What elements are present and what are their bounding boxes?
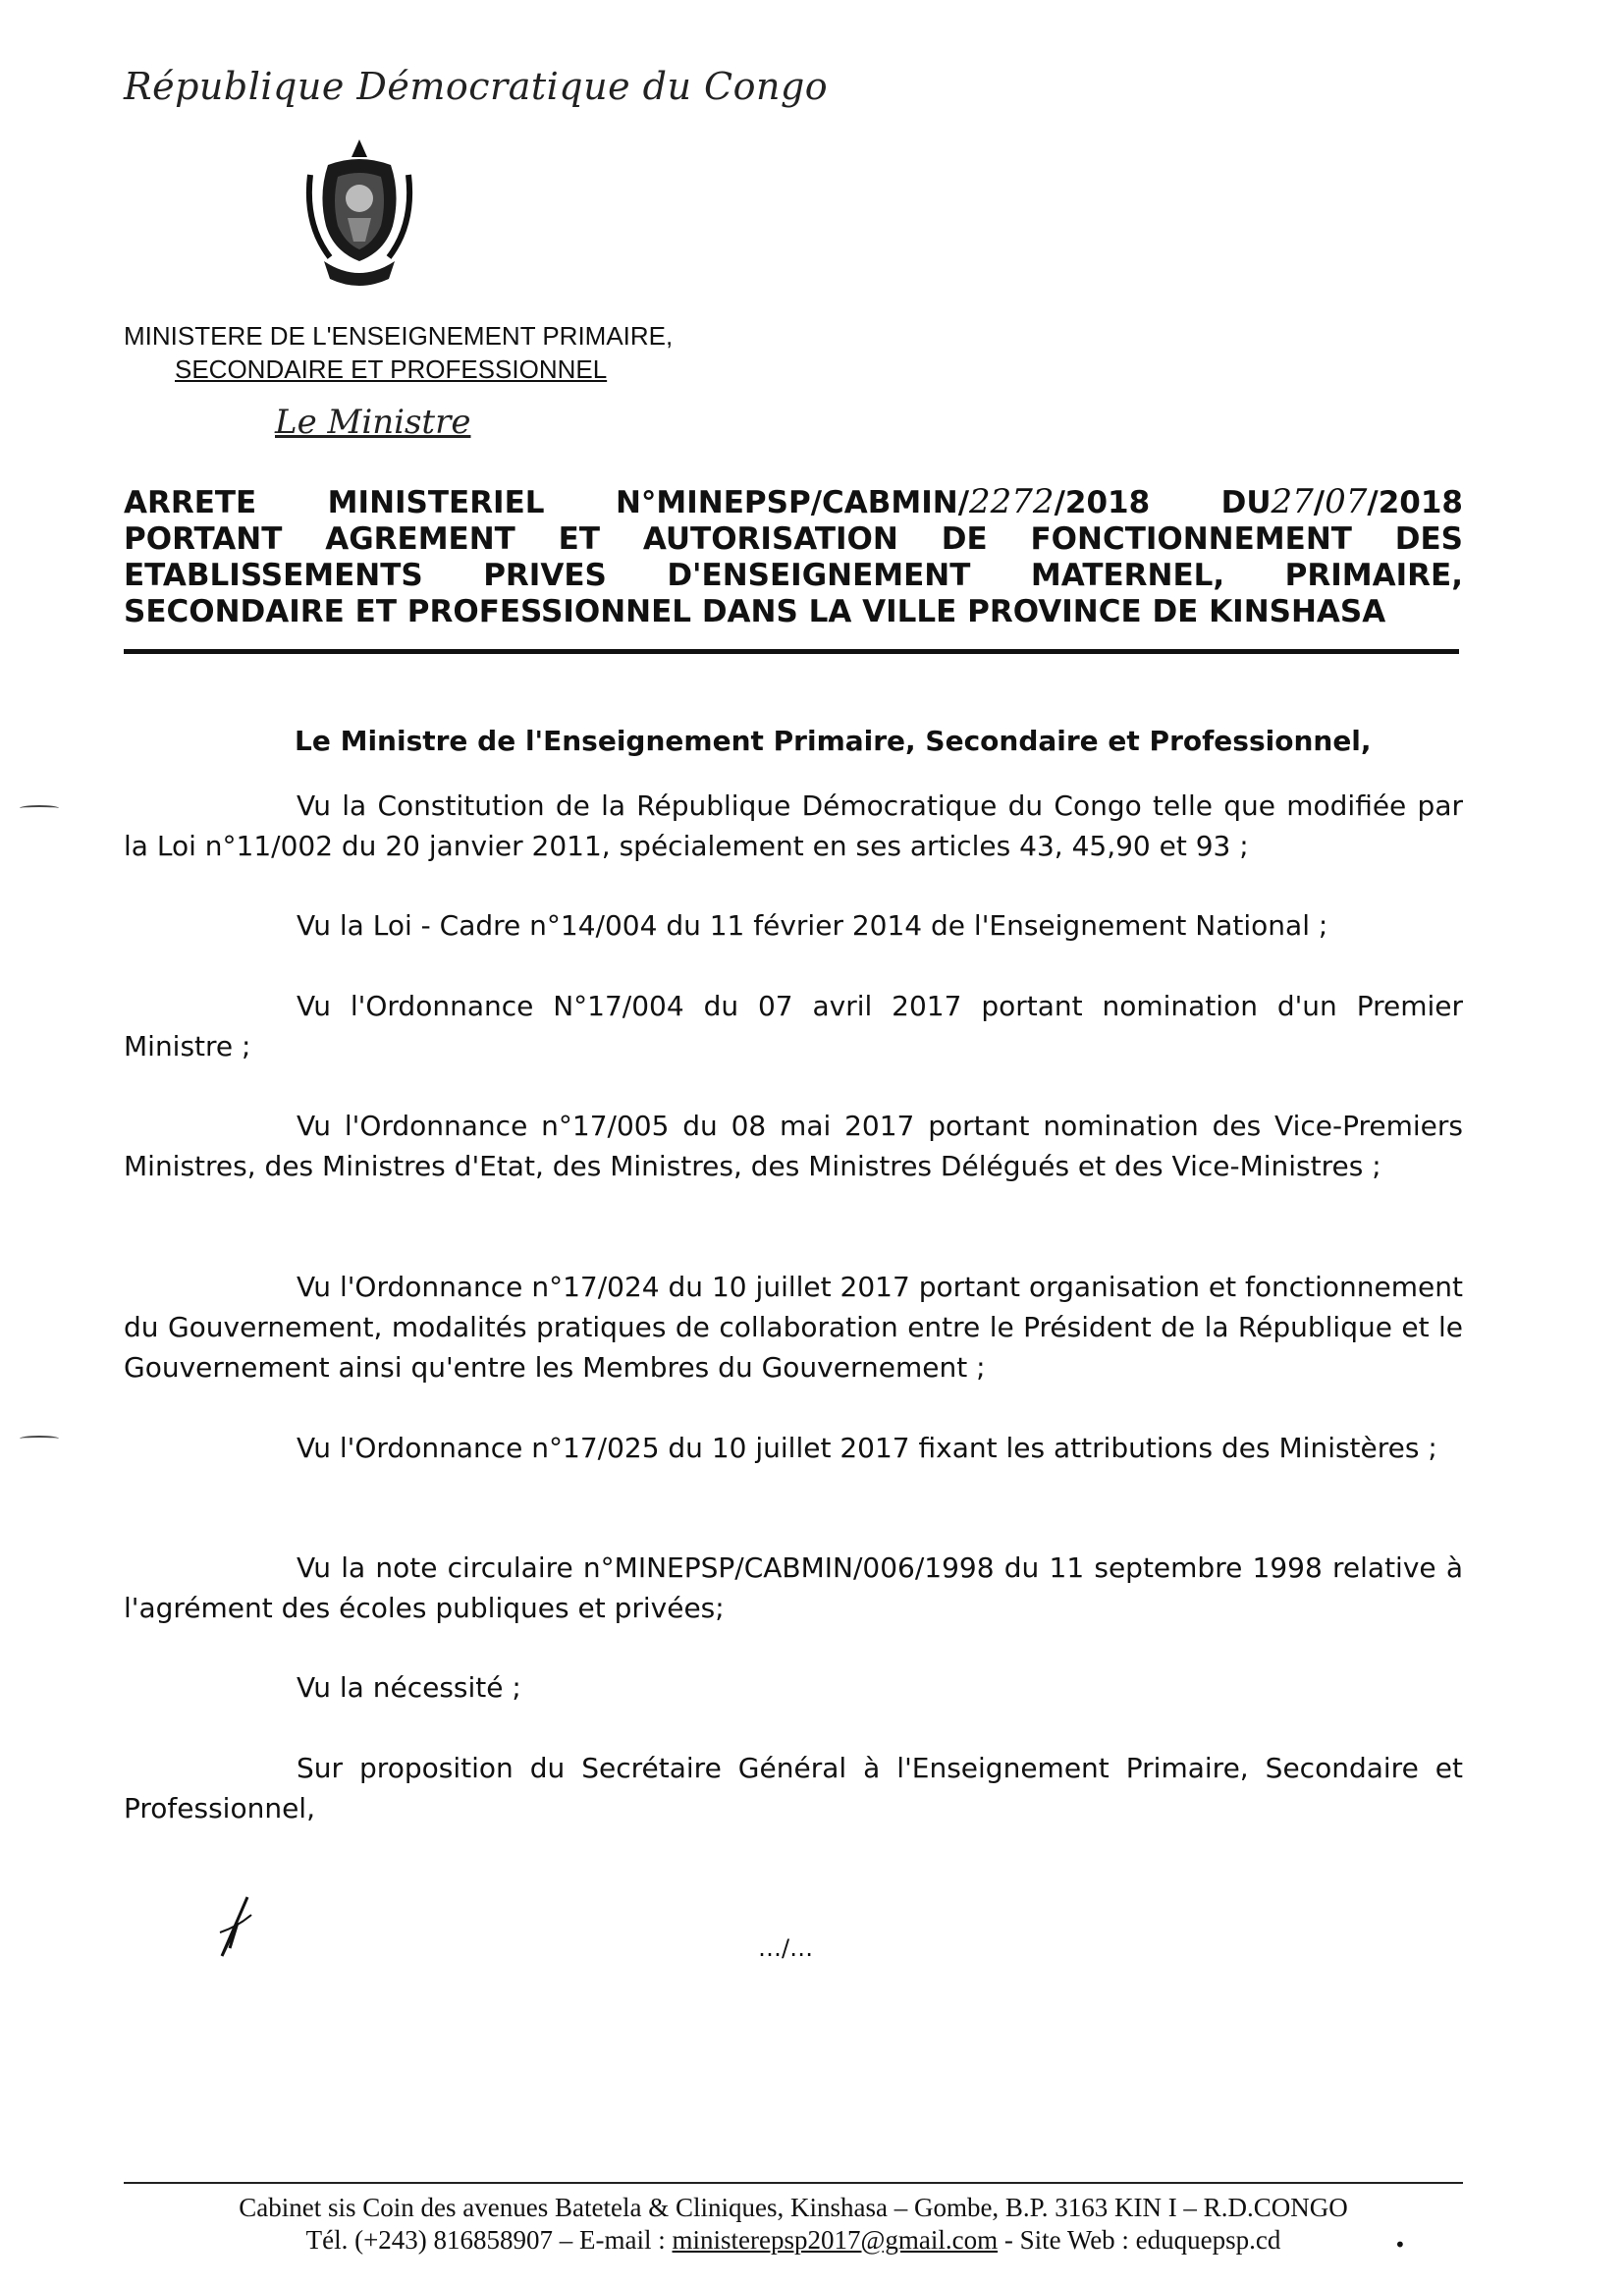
initial-signature <box>208 1893 267 1966</box>
arrete-title <box>124 484 1463 630</box>
le-ministre-title: Le Ministre <box>275 403 471 442</box>
arrete-line-3: ETABLISSEMENTS PRIVES D'ENSEIGNEMENT MATERNEL, PRIMAIRE, <box>124 558 1463 593</box>
arrete-line-2: PORTANT AGREMENT ET AUTORISATION DE FONCTIONNEMENT DES <box>124 521 1463 557</box>
arrete-prefix: ARRETE MINISTERIEL N°MINEPSP/CABMIN/ <box>124 485 970 520</box>
arrete-line-1 <box>124 484 1463 521</box>
ministry-name <box>124 319 673 386</box>
arrete-day-handwritten: 27 <box>1271 482 1314 521</box>
arrete-year-du: /2018 DU <box>1054 485 1272 520</box>
footer-email-link[interactable]: ministerepsp2017@gmail.com <box>672 2225 999 2255</box>
margin-mark <box>20 1436 59 1442</box>
arrete-sep: / <box>1313 485 1326 520</box>
considerant-ordonnance-17-005: Vu l'Ordonnance n°17/005 du 08 mai 2017 portant nomination des Vice-Premiers Ministres, des Ministres d'Etat, des Ministres, des Ministres Délégués et des Vice-Ministres ; <box>124 1110 1463 1182</box>
considerant-note-circulaire: Vu la note circulaire n°MINEPSP/CABMIN/006/1998 du 11 septembre 1998 relative à l'agrément des écoles publiques et privées; <box>124 1551 1463 1624</box>
footer-address: Cabinet sis Coin des avenues Batetela & Cliniques, Kinshasa – Gombe, B.P. 3163 KIN I – R.D.CONGO <box>239 2193 1348 2222</box>
footer-tel: Tél. (+243) 816858907 – E-mail : <box>305 2225 673 2255</box>
margin-mark <box>20 805 59 811</box>
arrete-line-4: SECONDAIRE ET PROFESSIONNEL DANS LA VILLE PROVINCE DE KINSHASA <box>124 594 1386 629</box>
considerant-ordonnance-17-025: Vu l'Ordonnance n°17/025 du 10 juillet 2017 fixant les attributions des Ministères ; <box>297 1432 1437 1464</box>
footer <box>124 2192 1463 2257</box>
footer-site: - Site Web : eduquepsp.cd <box>998 2225 1281 2255</box>
considerant-constitution: Vu la Constitution de la République Démocratique du Congo telle que modifiée par la Loi n°11/002 du 20 janvier 2011, spécialement en ses articles 43, 45,90 et 93 ; <box>124 789 1463 862</box>
considerant-proposition: Sur proposition du Secrétaire Général à l'Enseignement Primaire, Secondaire et Professionnel, <box>124 1752 1463 1824</box>
arrete-year-end: /2018 <box>1367 485 1463 520</box>
republic-title: République Démocratique du Congo <box>124 65 829 108</box>
footer-divider <box>124 2182 1463 2184</box>
minister-heading: Le Ministre de l'Enseignement Primaire, Secondaire et Professionnel, <box>295 725 1372 757</box>
ministry-line-2: SECONDAIRE ET PROFESSIONNEL <box>175 354 608 384</box>
considerant-ordonnance-17-004: Vu l'Ordonnance N°17/004 du 07 avril 2017 portant nomination d'un Premier Ministre ; <box>124 990 1463 1062</box>
coat-of-arms-emblem <box>291 136 428 293</box>
considerant-ordonnance-17-024: Vu l'Ordonnance n°17/024 du 10 juillet 2017 portant organisation et fonctionnement du Gouvernement, modalités pratiques de collaboration entre le Président de la République et le Gouvernement ainsi qu'entre les Membres du Gouvernement ; <box>124 1271 1463 1384</box>
footer-bullet-mark: • <box>1394 2233 1406 2257</box>
continuation-mark: …/… <box>758 1934 814 1962</box>
considerant-necessite: Vu la nécessité ; <box>297 1671 521 1704</box>
footer-contact <box>124 2224 1463 2257</box>
title-underline <box>124 649 1459 654</box>
ministry-line-1: MINISTERE DE L'ENSEIGNEMENT PRIMAIRE, <box>124 321 674 351</box>
arrete-month-handwritten: 07 <box>1325 482 1368 521</box>
arrete-number-handwritten: 2272 <box>969 482 1055 521</box>
considerant-loi-cadre: Vu la Loi - Cadre n°14/004 du 11 février 2014 de l'Enseignement National ; <box>297 909 1328 942</box>
